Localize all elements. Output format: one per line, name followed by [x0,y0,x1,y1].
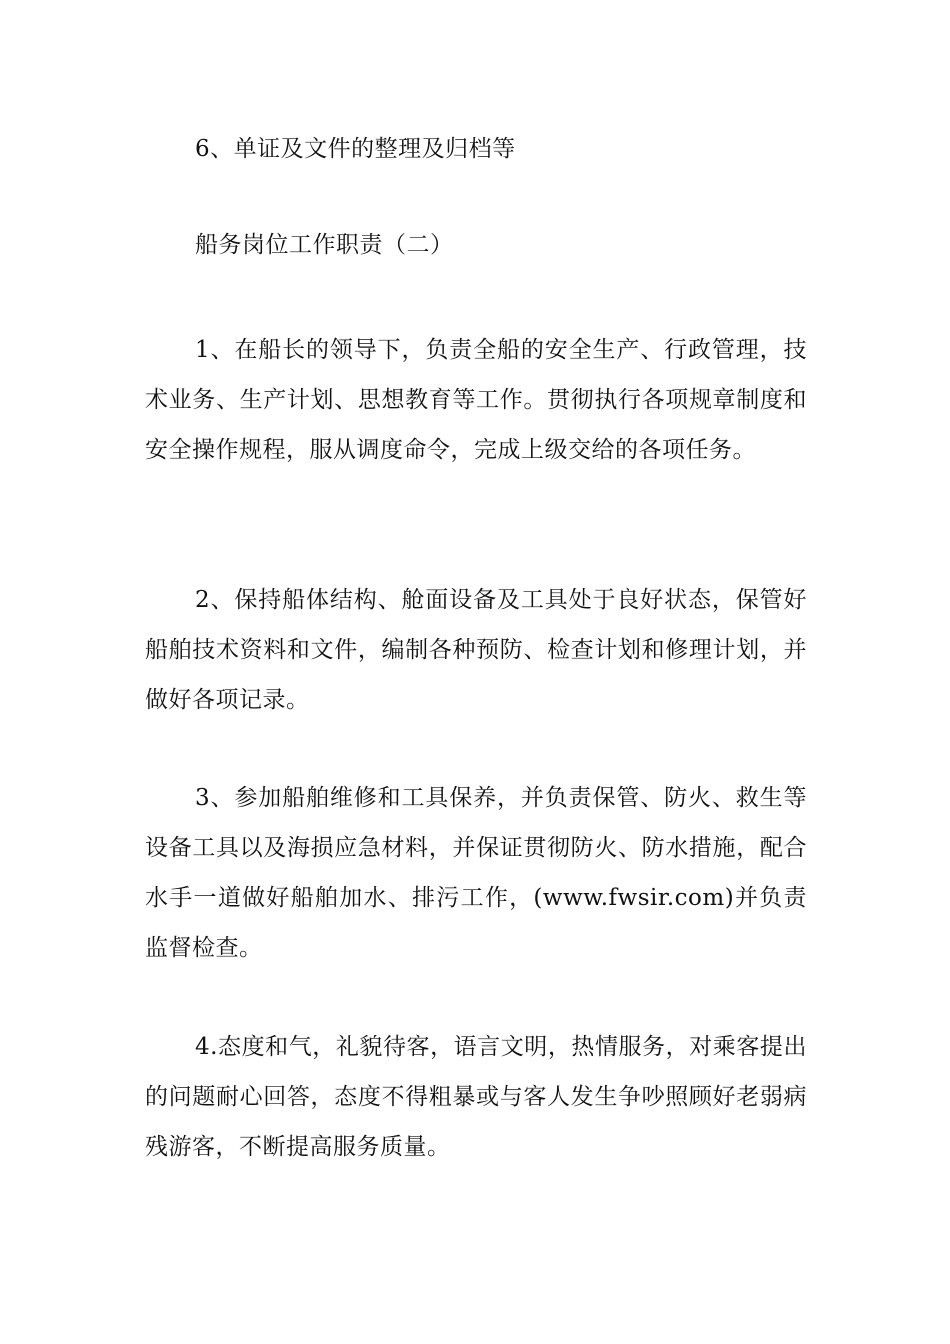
paragraph-duty-4: 4.态度和气，礼貌待客，语言文明，热情服务，对乘客提出的问题耐心回答，态度不得粗暴或与客人发生争吵照顾好老弱病残游客，不断提高服务质量。 [145,1034,807,1160]
section-heading: 船务岗位工作职责（二） [195,232,454,258]
paragraph-duty-3: 3、参加船舶维修和工具保养，并负责保管、防火、救生等设备工具以及海损应急材料，并保证贯彻防火、防水措施，配合水手一道做好船舶加水、排污工作，(www.fwsir.com)并负责监督检查。 [145,785,807,961]
paragraph-duty-2: 2、保持船体结构、舱面设备及工具处于良好状态，保管好船舶技术资料和文件，编制各种预防、检查计划和修理计划，并做好各项记录。 [145,587,807,713]
paragraph-item-6: 6、单证及文件的整理及归档等 [195,136,516,162]
paragraph-duty-1: 1、在船长的领导下，负责全船的安全生产、行政管理，技术业务、生产计划、思想教育等工作。贯彻执行各项规章制度和安全操作规程，服从调度命令，完成上级交给的各项任务。 [145,337,807,463]
